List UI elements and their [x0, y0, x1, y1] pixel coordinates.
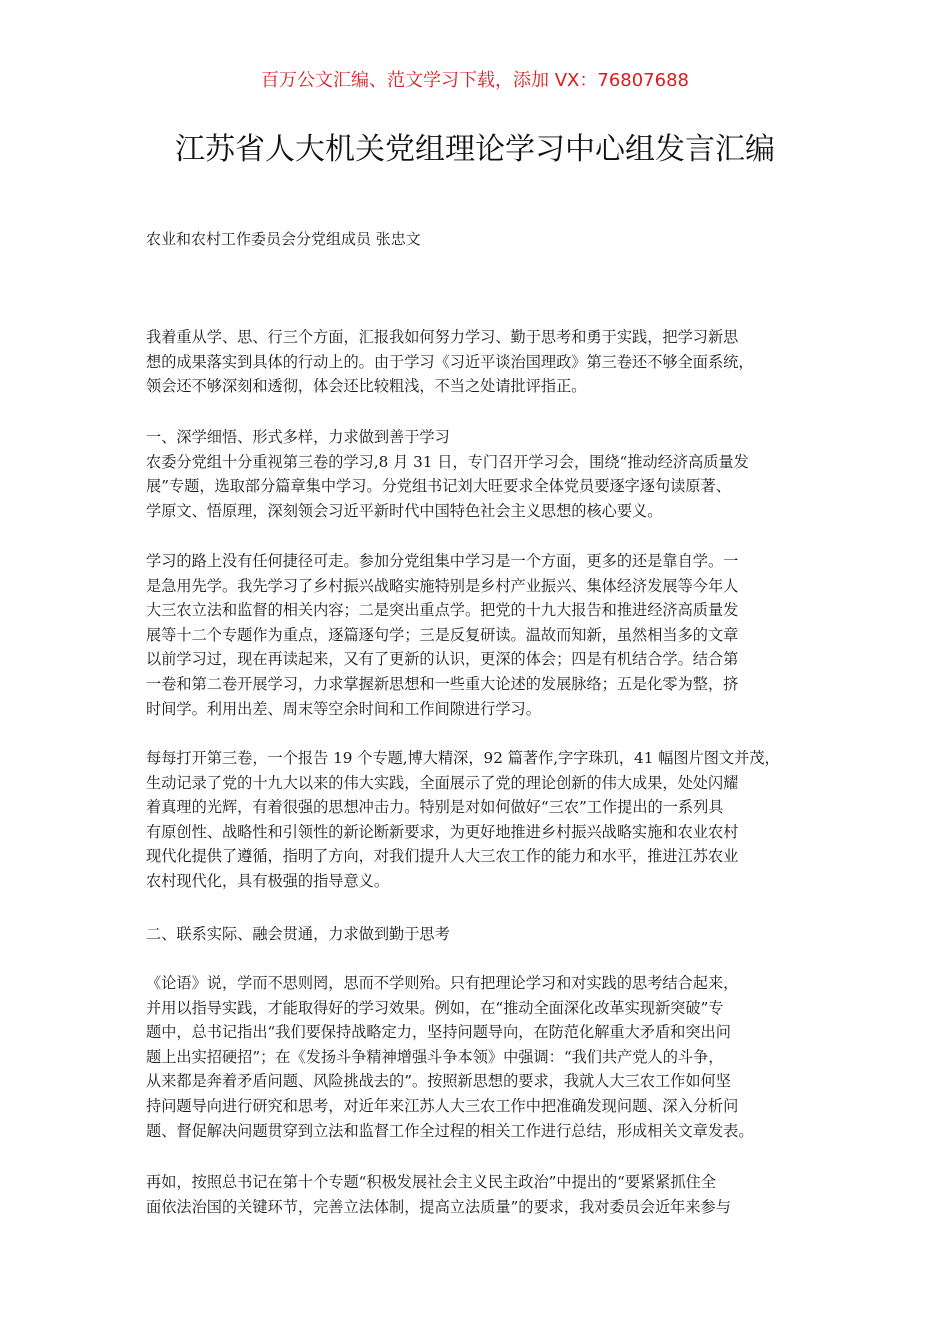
text-line: 学习的路上没有任何捷径可走。参加分党组集中学习是一个方面，更多的还是靠自学。一 — [146, 552, 739, 570]
section-heading: 一、深学细悟、形式多样，力求做到善于学习 — [146, 428, 450, 446]
watermark-banner: 百万公文汇编、范文学习下载，添加 VX：76807688 — [261, 70, 689, 91]
author-byline: 农业和农村工作委员会分党组成员 张忠文 — [146, 230, 421, 248]
text-line: 有原创性、战略性和引领性的新论断新要求，为更好地推进乡村振兴战略实施和农业农村 — [146, 822, 739, 841]
text-line: 学原文、悟原理，深刻领会习近平新时代中国特色社会主义思想的核心要义。 — [146, 501, 663, 520]
intro-paragraph — [146, 325, 810, 399]
text-line: 展等十二个专题作为重点，逐篇逐句学；三是反复研读。温故而知新，虽然相当多的文章 — [146, 625, 739, 644]
text-line: 题上出实招硬招”；在《发扬斗争精神增强斗争本领》中强调：“我们共产党人的斗争， — [146, 1047, 724, 1066]
section-heading: 二、联系实际、融会贯通，力求做到勤于思考 — [146, 925, 450, 943]
text-line: 我着重从学、思、行三个方面，汇报我如何努力学习、勤于思考和勇于实践，把学习新思 — [146, 328, 739, 346]
document-title: 江苏省人大机关党组理论学习中心组发言汇编 — [175, 132, 775, 167]
text-line: 农村现代化，具有极强的指导意义。 — [146, 871, 389, 890]
text-line: 再如，按照总书记在第十个专题“积极发展社会主义民主政治”中提出的“要紧紧抓住全 — [146, 1173, 717, 1191]
text-line: 《论语》说，学而不思则罔，思而不学则殆。只有把理论学习和对实践的思考结合起来， — [146, 974, 739, 992]
text-line: 以前学习过，现在再读起来，又有了更新的认识，更深的体会；四是有机结合学。结合第 — [146, 650, 739, 669]
text-line: 面依法治国的关键环节，完善立法体制，提高立法质量”的要求，我对委员会近年来参与 — [146, 1197, 731, 1216]
section-1-paragraph-3 — [146, 746, 810, 894]
text-line: 领会还不够深刻和透彻，体会还比较粗浅，不当之处请批评指正。 — [146, 377, 587, 396]
text-line: 并用以指导实践，才能取得好的学习效果。例如，在“推动全面深化改革实现新突破”专 — [146, 998, 724, 1017]
text-line: 一卷和第二卷开展学习，力求掌握新思想和一些重大论述的发展脉络；五是化零为整，挤 — [146, 674, 739, 693]
text-line: 是急用先学。我先学习了乡村振兴战略实施特别是乡村产业振兴、集体经济发展等今年人 — [146, 576, 739, 595]
text-line: 每每打开第三卷，一个报告 19 个专题,博大精深，92 篇著作,字字珠玑，41 幅图片图文并茂， — [146, 749, 780, 767]
text-line: 着真理的光辉，有着很强的思想冲击力。特别是对如何做好“三农”工作提出的一系列具 — [146, 798, 724, 817]
text-line: 生动记录了党的十九大以来的伟大实践，全面展示了党的理论创新的伟大成果，处处闪耀 — [146, 773, 739, 792]
text-line: 想的成果落实到具体的行动上的。由于学习《习近平谈治国理政》第三卷还不够全面系统， — [146, 352, 754, 371]
text-line: 题、督促解决问题贯穿到立法和监督工作全过程的相关工作进行总结，形成相关文章发表。 — [146, 1121, 754, 1140]
text-line: 现代化提供了遵循，指明了方向，对我们提升人大三农工作的能力和水平，推进江苏农业 — [146, 847, 739, 866]
text-line: 持问题导向进行研究和思考，对近年来江苏人大三农工作中把准确发现问题、深入分析问 — [146, 1096, 739, 1115]
section-1 — [146, 425, 810, 523]
section-1-paragraph-2 — [146, 549, 810, 721]
text-line: 题中，总书记指出“我们要保持战略定力，坚持问题导向，在防范化解重大矛盾和突出问 — [146, 1023, 731, 1042]
section-2-paragraph-2 — [146, 1170, 810, 1219]
text-line: 展”专题，选取部分篇章集中学习。分党组书记刘大旺要求全体党员要逐字逐句读原著、 — [146, 477, 731, 496]
text-line: 大三农立法和监督的相关内容；二是突出重点学。把党的十九大报告和推进经济高质量发 — [146, 601, 739, 620]
section-2-heading-block — [146, 922, 810, 947]
text-line: 从来都是奔着矛盾问题、风险挑战去的”。按照新思想的要求，我就人大三农工作如何坚 — [146, 1072, 731, 1091]
text-line: 农委分党组十分重视第三卷的学习,8 月 31 日，专门召开学习会，围绕“推动经济高质量发 — [146, 452, 749, 471]
section-2-paragraph-1 — [146, 971, 810, 1143]
text-line: 时间学。利用出差、周末等空余时间和工作间隙进行学习。 — [146, 699, 541, 718]
